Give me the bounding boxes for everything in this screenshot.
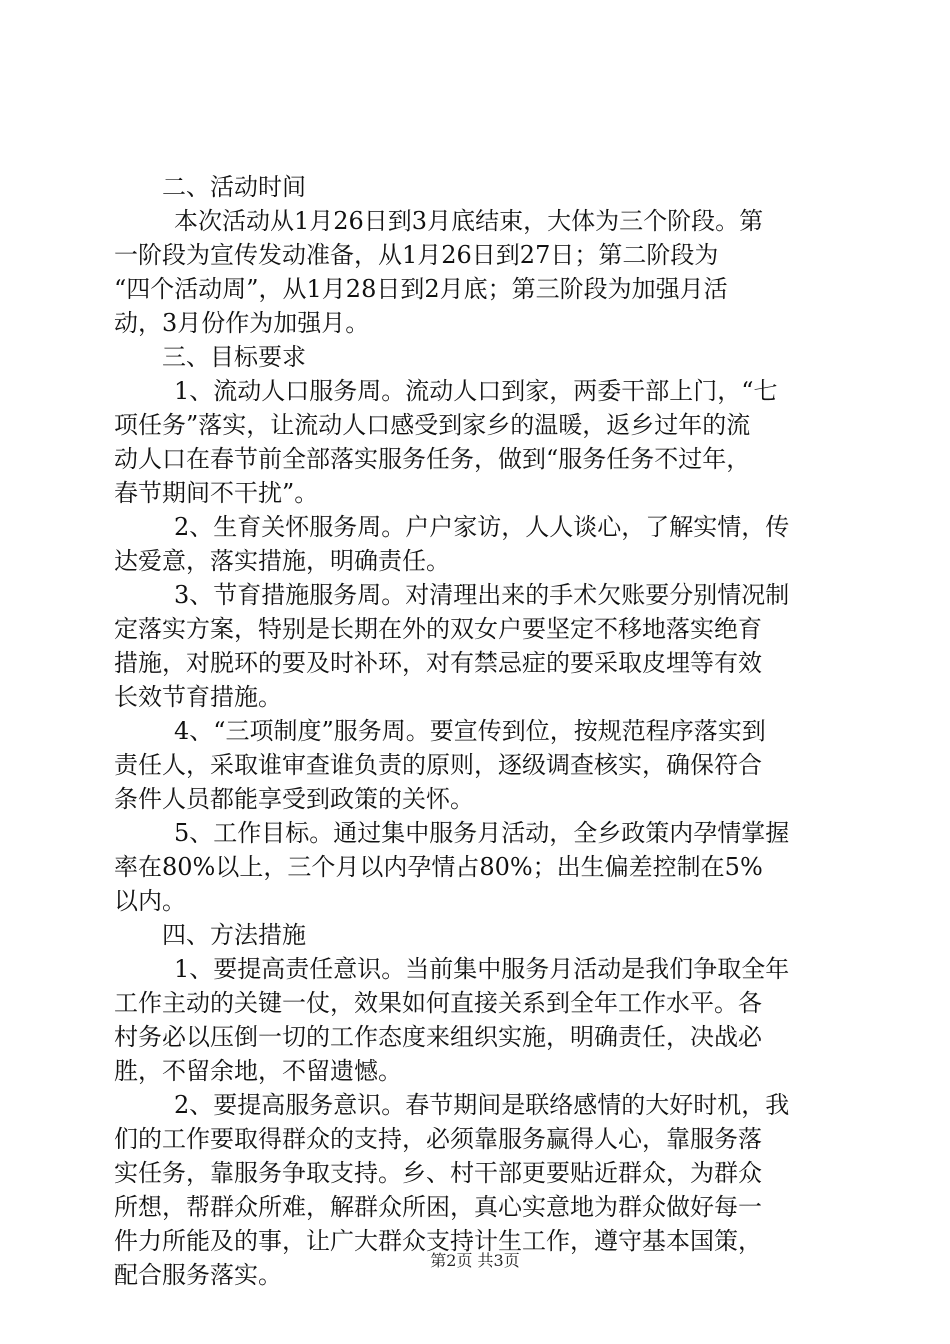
- paragraph-line: 条件人员都能享受到政策的关怀。: [114, 785, 474, 813]
- paragraph-line: 以内。: [114, 887, 186, 915]
- paragraph-line: 1、流动人口服务周。流动人口到家，两委干部上门，“七: [174, 377, 778, 405]
- paragraph-line: 措施，对脱环的要及时补环，对有禁忌症的要采取皮埋等有效: [114, 649, 762, 677]
- paragraph-line: 定落实方案，特别是长期在外的双女户要坚定不移地落实绝育: [114, 615, 762, 643]
- section-heading-goals: 三、目标要求: [162, 343, 306, 371]
- paragraph-line: “四个活动周”，从1月28日到2月底；第三阶段为加强月活: [114, 275, 728, 303]
- paragraph-line: 长效节育措施。: [114, 683, 282, 711]
- paragraph-line: 2、生育关怀服务周。户户家访，人人谈心，了解实情，传: [174, 513, 790, 541]
- paragraph-line: 1、要提高责任意识。当前集中服务月活动是我们争取全年: [174, 955, 790, 983]
- section-heading-activity-time: 二、活动时间: [162, 173, 306, 201]
- paragraph-line: 动人口在春节前全部落实服务任务，做到“服务任务不过年，: [114, 445, 751, 473]
- paragraph-line: 村务必以压倒一切的工作态度来组织实施，明确责任，决战必: [114, 1023, 762, 1051]
- paragraph-line: 项任务”落实，让流动人口感受到家乡的温暖，返乡过年的流: [114, 411, 751, 439]
- paragraph-line: 5、工作目标。通过集中服务月活动，全乡政策内孕情掌握: [174, 819, 790, 847]
- paragraph-line: 4、“三项制度”服务周。要宣传到位，按规范程序落实到: [174, 717, 766, 745]
- paragraph-line: 们的工作要取得群众的支持，必须靠服务赢得人心，靠服务落: [114, 1125, 762, 1153]
- section-heading-methods: 四、方法措施: [162, 921, 306, 949]
- paragraph-line: 春节期间不干扰”。: [114, 479, 319, 507]
- paragraph-line: 达爱意，落实措施，明确责任。: [114, 547, 450, 575]
- paragraph-line: 2、要提高服务意识。春节期间是联络感情的大好时机，我: [174, 1091, 790, 1119]
- page-footer: 第2页 共3页: [430, 1251, 520, 1270]
- paragraph-line: 动，3月份作为加强月。: [114, 309, 370, 337]
- paragraph-line: 件力所能及的事，让广大群众支持计生工作，遵守基本国策，: [114, 1227, 762, 1255]
- paragraph-line: 责任人，采取谁审查谁负责的原则，逐级调查核实，确保符合: [114, 751, 762, 779]
- paragraph-line: 实任务，靠服务争取支持。乡、村干部更要贴近群众，为群众: [114, 1159, 762, 1187]
- paragraph-line: 工作主动的关键一仗，效果如何直接关系到全年工作水平。各: [114, 989, 762, 1017]
- paragraph-line: 率在80%以上，三个月以内孕情占80%；出生偏差控制在5%: [114, 853, 763, 881]
- paragraph-line: 一阶段为宣传发动准备，从1月26日到27日；第二阶段为: [114, 241, 719, 269]
- paragraph-line: 配合服务落实。: [114, 1261, 282, 1289]
- paragraph-line: 胜，不留余地，不留遗憾。: [114, 1057, 402, 1085]
- paragraph-line: 所想，帮群众所难，解群众所困，真心实意地为群众做好每一: [114, 1193, 762, 1221]
- paragraph-line: 3、节育措施服务周。对清理出来的手术欠账要分别情况制: [174, 581, 790, 609]
- paragraph-line: 本次活动从1月26日到3月底结束，大体为三个阶段。第: [174, 207, 764, 235]
